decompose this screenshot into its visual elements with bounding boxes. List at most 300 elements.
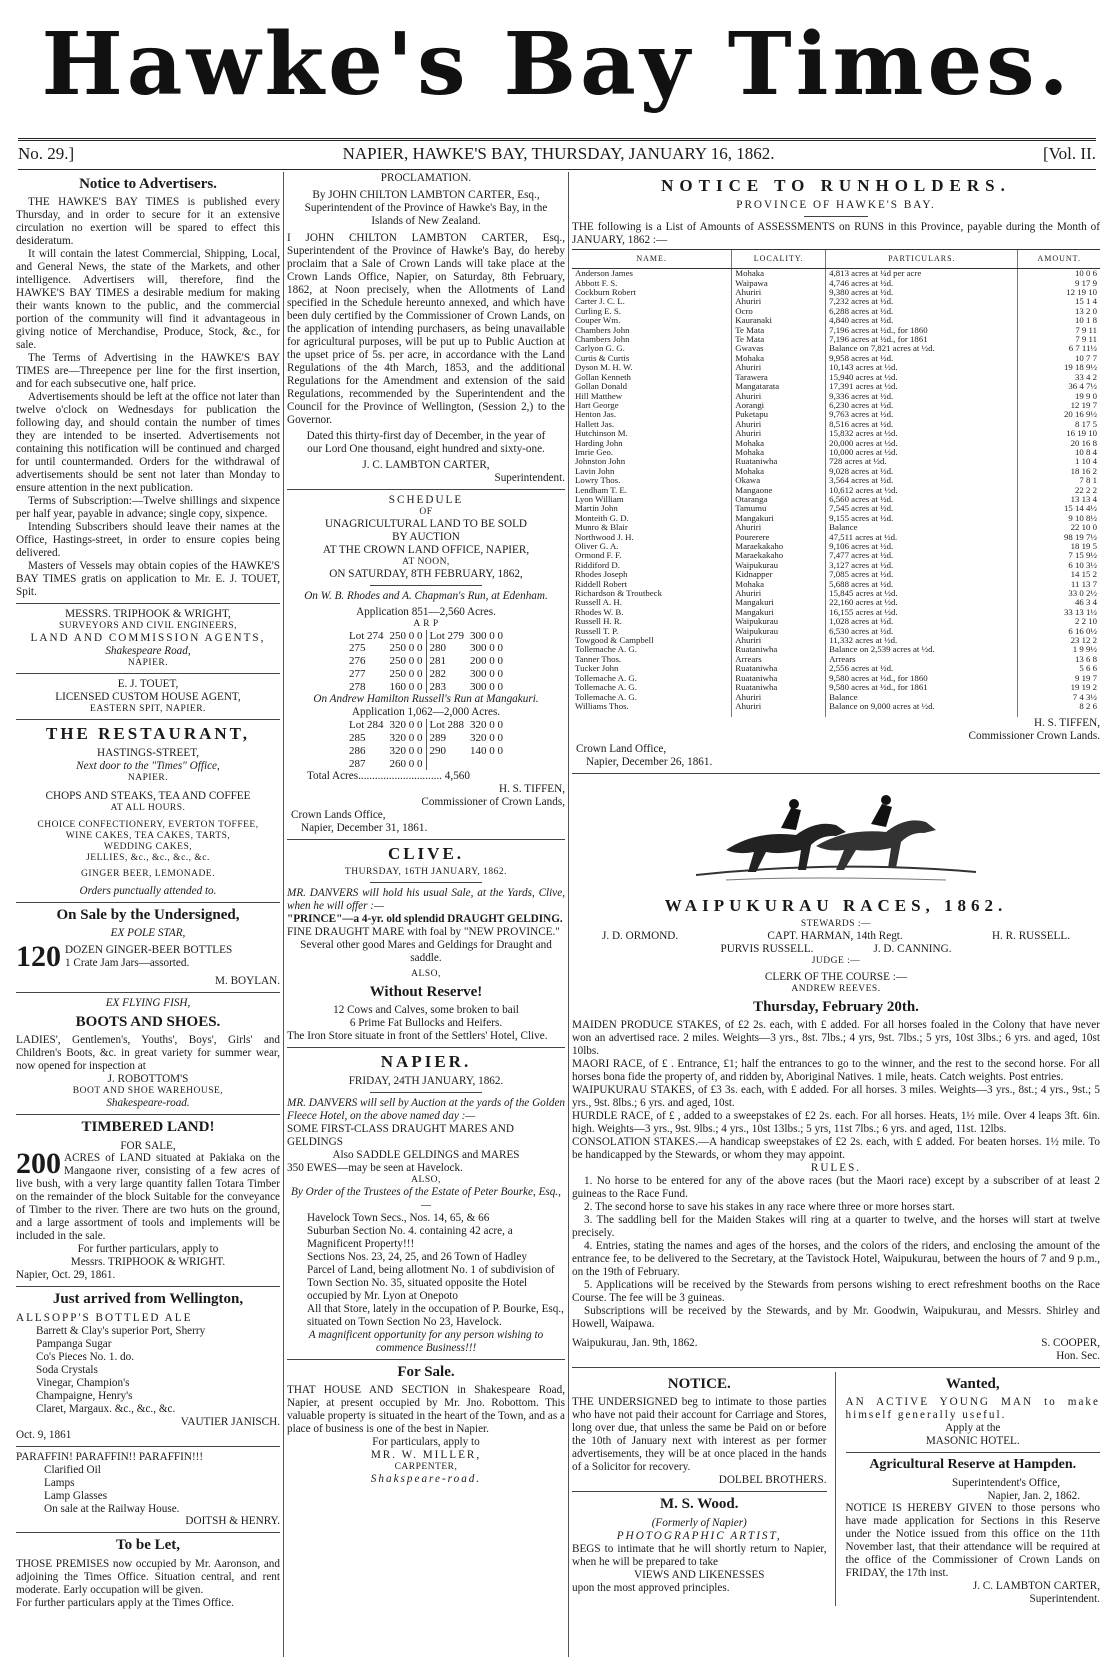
lot-cell: 160 0 0 bbox=[389, 680, 423, 693]
lot-cell: 287 bbox=[348, 757, 366, 770]
ad-line: 350 EWES—may be seen at Havelock. bbox=[287, 1161, 463, 1174]
table-cell: 19 9 0 bbox=[1018, 392, 1100, 401]
lot-cell: 320 0 0 bbox=[389, 732, 423, 745]
ad-line: ON SATURDAY, 8TH FEBRUARY, 1862, bbox=[329, 567, 523, 580]
table-cell: 1 9 9½ bbox=[1018, 645, 1100, 654]
ad-line: JELLIES, &c., &c., &c., &c. bbox=[86, 852, 210, 863]
table-cell: Ahuriri bbox=[732, 589, 826, 598]
table-cell: Mangakuri bbox=[732, 514, 826, 523]
table-cell: 7,232 acres at ½d. bbox=[826, 297, 1018, 306]
table-cell: Rhodes W. B. bbox=[575, 606, 624, 617]
table-cell: 6,288 acres at ½d. bbox=[826, 307, 1018, 316]
table-cell: 11 13 7 bbox=[1018, 580, 1100, 589]
item-list bbox=[16, 1464, 280, 1516]
signature: J. C. LAMBTON CARTER, bbox=[362, 458, 490, 471]
race-event: WAIPUKURAU STAKES, of £3 3s. each, with £ added. For all horses. 3 miles. Weights—3 yrs., 8st.; 4 yrs., 9st.; 5 yrs., 9st. 8lbs.; 6 yrs. and aged, 10st. bbox=[572, 1084, 1100, 1110]
signature: J. C. LAMBTON CARTER, bbox=[972, 1580, 1100, 1593]
table-cell: 10 8 4 bbox=[1018, 448, 1100, 457]
tolet-heading: To be Let, bbox=[115, 1537, 181, 1554]
table-cell: Northwood J. H. bbox=[575, 531, 634, 542]
table-cell: Hill Matthew bbox=[575, 390, 623, 401]
ad-text: THAT HOUSE AND SECTION in Shakespeare Road, Napier, at present occupied by Mr. Jno. Robottom. This valuable property is situated in the heart of the Town, and as a place of business is one of the best in Napier. bbox=[287, 1384, 565, 1435]
races-footer bbox=[572, 1337, 1100, 1350]
table-cell: 10,000 acres at ½d. bbox=[826, 448, 1018, 457]
notice-text: Advertisements should be left at the office not later than twelve o'clock on Wednesdays for publication the following day, and should contain the number of times they are intended to be inserted. Advertisements not containing this notification will be continued and charged for until countermanded. Orders for the withdrawal of advertisements should be sent not later than Monday to ensure attention in the next publication. bbox=[16, 391, 280, 495]
table-cell: 7 9 11 bbox=[1018, 335, 1100, 344]
table-cell: 33 0 2½ bbox=[1018, 589, 1100, 598]
table-cell: 16 19 10 bbox=[1018, 429, 1100, 438]
column-header: NAME. bbox=[572, 249, 732, 269]
item-list bbox=[16, 1325, 280, 1416]
table-cell: Ahuriri bbox=[732, 363, 826, 372]
ad-line: MASONIC HOTEL. bbox=[925, 1435, 1020, 1448]
table-cell: 10 7 7 bbox=[1018, 354, 1100, 363]
table-cell: Rhodes Joseph bbox=[575, 569, 628, 580]
application: Application 1,062—2,000 Acres. bbox=[351, 706, 501, 719]
ad-line: LAND AND COMMISSION AGENTS, bbox=[30, 631, 266, 644]
restaurant-heading: THE RESTAURANT, bbox=[45, 723, 250, 743]
table-cell: 9,028 acres at ½d. bbox=[826, 467, 1018, 476]
table-cell: Arrears bbox=[826, 655, 1018, 664]
total-acres: Total Acres.............................. 4,560 bbox=[307, 770, 470, 783]
table-cell: 9,380 acres at ½d. bbox=[826, 288, 1018, 297]
table-cell: 18 16 2 bbox=[1018, 467, 1100, 476]
column-units: A R P bbox=[413, 618, 439, 629]
table-cell: Balance on 2,539 acres at ½d. bbox=[826, 645, 1018, 654]
lot-cell: 250 0 0 bbox=[389, 642, 423, 655]
table-cell: 6 10 3½ bbox=[1018, 561, 1100, 570]
ad-line: J. ROBOTTOM'S bbox=[107, 1073, 189, 1086]
masthead-title: Hawke's Bay Times. bbox=[41, 14, 1073, 115]
table-cell: 15,832 acres at ½d. bbox=[826, 429, 1018, 438]
list-item: All that Store, lately in the occupation of P. Bourke, Esq., situated on Town Section No 23, Havelock. bbox=[307, 1302, 564, 1328]
lot-cell: 140 0 0 bbox=[470, 744, 504, 757]
table-cell: 33 13 1½ bbox=[1018, 608, 1100, 617]
lot-cell: 275 bbox=[348, 642, 366, 655]
ad-line: Shakespeare Road, bbox=[105, 644, 191, 657]
table-cell: 728 acres at ½d. bbox=[826, 457, 1018, 466]
table-cell: Ahuriri bbox=[732, 523, 826, 532]
table-cell: Balance on 7,821 acres at ½d. bbox=[826, 344, 1018, 353]
table-cell: 6,560 acres at ½d. bbox=[826, 495, 1018, 504]
table-cell: Russell T. P. bbox=[575, 625, 619, 636]
table-cell: Waipukurau bbox=[732, 627, 826, 636]
ad-line: STEWARDS :— bbox=[800, 918, 872, 929]
table-cell: Waipukurau bbox=[732, 617, 826, 626]
ad-line: 6 Prime Fat Bullocks and Heifers. bbox=[349, 1017, 503, 1030]
table-cell: 13 2 0 bbox=[1018, 307, 1100, 316]
table-cell: 10 0 6 bbox=[1018, 269, 1100, 279]
lot-cell: 300 0 0 bbox=[470, 680, 504, 693]
table-cell: Tanner Thos. bbox=[575, 653, 622, 664]
table-cell: Ormond F. F. bbox=[575, 550, 622, 561]
table-cell: 7,545 acres at ½d. bbox=[826, 504, 1018, 513]
issue-number: No. 29.] bbox=[18, 144, 75, 164]
ad-line: By Order of the Trustees of the Estate of Peter Bourke, Esq.,— bbox=[291, 1185, 561, 1211]
place-date: NAPIER, HAWKE'S BAY, THURSDAY, JANUARY 16, 1862. bbox=[342, 144, 775, 164]
racehorses-illustration bbox=[686, 780, 986, 890]
lot-row bbox=[346, 668, 506, 681]
divider bbox=[287, 839, 565, 840]
ad-line: Next door to the "Times" Office, bbox=[76, 759, 220, 772]
ad-text: SOME FIRST-CLASS DRAUGHT MARES AND GELDINGS bbox=[287, 1122, 514, 1148]
table-cell: Curling E. S. bbox=[575, 305, 621, 316]
ad-line: Napier, Jan. 2, 1862. bbox=[987, 1489, 1080, 1502]
lot-cell: 320 0 0 bbox=[389, 744, 423, 757]
ad-text: LADIES', Gentlemen's, Youths', Boys', Girls' and Children's Boots, &c. in great variety for summer wear, now opened for inspection at bbox=[16, 1034, 280, 1073]
list-item: Lamps bbox=[44, 1476, 75, 1489]
steward: J. D. CANNING. bbox=[873, 942, 952, 955]
table-cell: Abbott F. S. bbox=[575, 277, 618, 288]
race-event: HURDLE RACE, of £ , added to a sweepstakes of £2 2s. each. For all horses. Heats, 1½ mile. Over 4 leaps 3ft. 6in. high. Weights—3 yrs., 9st. 9lbs.; 4 yrs., 10st 13lbs.; 5 yrs, 11st 7lbs.; 6 yrs. and aged, 11st. 12lbs. bbox=[572, 1110, 1100, 1136]
table-cell: Ahuriri bbox=[732, 288, 826, 297]
table-cell: 9,155 acres at ½d. bbox=[826, 514, 1018, 523]
table-cell: Williams Thos. bbox=[575, 700, 629, 711]
ad-line: CHOICE CONFECTIONERY, EVERTON TOFFEE, bbox=[37, 819, 259, 830]
list-item: Barrett & Clay's superior Port, Sherry bbox=[36, 1324, 206, 1337]
table-header bbox=[572, 249, 1100, 269]
table-cell: Tucker John bbox=[575, 663, 619, 674]
divider bbox=[16, 1446, 280, 1447]
race-rule: 5. Applications will be received by the Stewards from persons wishing to erect refreshment booths on the Race Course. The fee will be 3 guineas. bbox=[572, 1279, 1100, 1305]
table-cell: Lowry Thos. bbox=[575, 475, 621, 486]
table-cell: Dyson M. H. W. bbox=[575, 362, 633, 373]
ad-line: ALSO, bbox=[411, 968, 441, 979]
ad-text: "PRINCE"—a 4-yr. old splendid DRAUGHT GELDING. bbox=[287, 912, 563, 925]
table-cell: Ruataniwha bbox=[732, 645, 826, 654]
ad-line: SURVEYORS AND CIVIL ENGINEERS, bbox=[58, 620, 238, 631]
table-cell: Hutchinson M. bbox=[575, 428, 628, 439]
table-row bbox=[572, 702, 1100, 717]
divider bbox=[16, 603, 280, 604]
table-cell: 6 7 11½ bbox=[1018, 344, 1100, 353]
table-cell: 14 15 2 bbox=[1018, 570, 1100, 579]
lot-cell: 281 bbox=[426, 655, 467, 668]
table-cell: Mangaone bbox=[732, 486, 826, 495]
ad-line: A magnificent opportunity for any person wishing to commence Business!!! bbox=[308, 1328, 544, 1354]
run-name: On W. B. Rhodes and A. Chapman's Run, at Edenham. bbox=[304, 589, 548, 602]
ad-line: Napier, December 31, 1861. bbox=[301, 822, 428, 835]
lots-table bbox=[346, 719, 506, 770]
table-cell: 6,230 acres at ½d. bbox=[826, 401, 1018, 410]
lot-cell bbox=[426, 758, 467, 771]
lot-cell: 320 0 0 bbox=[470, 732, 504, 745]
ad-line: NAPIER. bbox=[127, 772, 169, 783]
ad-line: CLERK OF THE COURSE :— bbox=[764, 970, 908, 983]
divider bbox=[804, 216, 867, 217]
table-cell: 20,000 acres at ½d. bbox=[826, 439, 1018, 448]
table-cell: Mohaka bbox=[732, 467, 826, 476]
table-cell: Ruataniwha bbox=[732, 457, 826, 466]
column-divider bbox=[283, 172, 284, 1657]
lot-cell: 278 bbox=[348, 680, 366, 693]
column-3 bbox=[572, 172, 1100, 1657]
table-cell: Chambers John bbox=[575, 334, 630, 345]
table-cell: 9,580 acres at ½d., for 1861 bbox=[826, 683, 1018, 692]
table-cell: 20 16 9½ bbox=[1018, 410, 1100, 419]
proclamation-heading: PROCLAMATION. bbox=[380, 172, 472, 184]
list-item: Havelock Town Secs., Nos. 14, 65, & 66 bbox=[307, 1211, 490, 1224]
list-item: Lamp Glasses bbox=[44, 1489, 108, 1502]
steward: J. D. ORMOND. bbox=[602, 929, 679, 942]
table-cell: 23 12 2 bbox=[1018, 636, 1100, 645]
table-cell: Riddiford D. bbox=[575, 559, 620, 570]
table-cell: 15 1 4 bbox=[1018, 297, 1100, 306]
divider bbox=[16, 902, 280, 903]
table-cell: 9,580 acres at ½d., for 1860 bbox=[826, 674, 1018, 683]
table-cell: 19 19 2 bbox=[1018, 683, 1100, 692]
divider bbox=[370, 882, 481, 883]
table-cell: Munro & Blair bbox=[575, 522, 628, 533]
lot-row bbox=[346, 630, 506, 643]
table-cell: Balance bbox=[826, 693, 1018, 702]
table-cell: Lendham T. E. bbox=[575, 484, 627, 495]
ad-line: PROVINCE OF HAWKE'S BAY. bbox=[736, 198, 936, 211]
table-cell: Curtis & Curtis bbox=[575, 352, 630, 363]
notice-text: Terms of Subscription:—Twelve shillings and sixpence per half year, payable in advance; single copy, sixpence. bbox=[16, 495, 280, 521]
ad-line: Crown Land Office, bbox=[576, 743, 667, 756]
divider bbox=[16, 1532, 280, 1533]
divider bbox=[572, 1491, 827, 1492]
table-cell: Waipawa bbox=[732, 279, 826, 288]
table-cell: Tamumu bbox=[732, 504, 826, 513]
table-cell: 36 4 7½ bbox=[1018, 382, 1100, 391]
table-cell: 7,085 acres at ½d. bbox=[826, 570, 1018, 579]
table-cell: 10 1 8 bbox=[1018, 316, 1100, 325]
table-cell: 16,155 acres at ½d. bbox=[826, 608, 1018, 617]
table-cell: Ruataniwha bbox=[732, 674, 826, 683]
lot-row bbox=[346, 655, 506, 668]
table-cell: Tollemache A. G. bbox=[575, 672, 637, 683]
lot-cell: 250 0 0 bbox=[389, 667, 423, 680]
signature: H. S. TIFFEN, bbox=[499, 783, 565, 796]
ad-text: FINE DRAUGHT MARE with foal by "NEW PROVINCE." bbox=[287, 925, 560, 938]
lot-cell: Lot 288 bbox=[426, 719, 467, 732]
table-cell: Balance bbox=[826, 523, 1018, 532]
run-name: On Andrew Hamilton Russell's Run at Mangakuri. bbox=[313, 693, 539, 706]
table-cell: Couper Wm. bbox=[575, 315, 621, 326]
table-cell: Ruataniwha bbox=[732, 683, 826, 692]
lot-cell: 260 0 0 bbox=[389, 757, 423, 770]
table-cell: Mohaka bbox=[732, 580, 826, 589]
table-cell: Tollemache A. G. bbox=[575, 691, 637, 702]
list-item: Pampanga Sugar bbox=[36, 1337, 112, 1350]
ad-line: Oct. 9, 1861 bbox=[16, 1428, 72, 1441]
divider bbox=[16, 1114, 280, 1115]
ad-line: WEDDING CAKES, bbox=[103, 841, 193, 852]
ad-line: Crown Lands Office, bbox=[291, 809, 386, 822]
timbered-heading: TIMBERED LAND! bbox=[81, 1119, 215, 1136]
table-cell: Ahuriri bbox=[732, 636, 826, 645]
lot-cell: 300 0 0 bbox=[470, 642, 504, 655]
ad-line: AT NOON, bbox=[402, 556, 450, 567]
races-heading: WAIPUKURAU RACES, 1862. bbox=[664, 896, 1008, 916]
table-cell: Lyon William bbox=[575, 493, 624, 504]
table-cell: Te Mata bbox=[732, 335, 826, 344]
rules-heading: RULES. bbox=[810, 1162, 862, 1175]
lot-cell: 282 bbox=[426, 668, 467, 681]
lot-cell: 277 bbox=[348, 667, 366, 680]
table-cell: 7 15 9½ bbox=[1018, 551, 1100, 560]
ad-text: MR. DANVERS will sell by Auction at the yards of the Golden Fleece Hotel, on the above named day :— bbox=[287, 1096, 565, 1122]
table-cell: Ahuriri bbox=[732, 429, 826, 438]
column-1 bbox=[16, 172, 280, 1657]
column-header: AMOUNT. bbox=[1018, 249, 1100, 269]
boots-heading: BOOTS AND SHOES. bbox=[75, 1013, 221, 1030]
table-cell: Te Mata bbox=[732, 326, 826, 335]
list-item: Clarified Oil bbox=[44, 1463, 101, 1476]
lot-cell: 320 0 0 bbox=[389, 719, 423, 732]
divider bbox=[572, 773, 1100, 774]
table-cell: Mohaka bbox=[732, 448, 826, 457]
signature: H. S. TIFFEN, bbox=[1034, 717, 1100, 730]
table-cell: 22 10 0 bbox=[1018, 523, 1100, 532]
table-cell: Maraekakaho bbox=[732, 542, 826, 551]
race-event: MAIDEN PRODUCE STAKES, of £2 2s. each, with £ added. For all horses foaled in the Colony that have never won an advertised race. 2 miles. Weights—3 yrs., 8st. 7lbs.; 4 yrs, 9st. 7lbs.; 5 yrs, 10st 3lbs.; 6 yrs. and aged, 10st 10lbs. bbox=[572, 1019, 1100, 1058]
ad-line: AT ALL HOURS. bbox=[110, 802, 186, 813]
stewards-row bbox=[572, 943, 1100, 956]
lot-cell: 290 bbox=[426, 745, 467, 758]
list-item: Vinegar, Champion's bbox=[36, 1376, 130, 1389]
table-cell: Waipukurau bbox=[732, 561, 826, 570]
table-cell: 9 19 7 bbox=[1018, 674, 1100, 683]
table-cell: Riddell Robert bbox=[575, 578, 628, 589]
table-cell: Richardson & Troutbeck bbox=[575, 588, 662, 599]
lot-row bbox=[346, 681, 506, 694]
table-cell: Ahuriri bbox=[732, 297, 826, 306]
table-cell: 7 4 3½ bbox=[1018, 693, 1100, 702]
table-cell: 9,958 acres at ½d. bbox=[826, 354, 1018, 363]
left-ads bbox=[572, 1372, 836, 1606]
ad-line: ALSO, bbox=[411, 1174, 441, 1185]
table-cell: 47,511 acres at ½d. bbox=[826, 533, 1018, 542]
ad-line: Shakspeare-road. bbox=[370, 1472, 482, 1485]
wanted-heading: Wanted, bbox=[945, 1375, 1000, 1392]
table-cell: Johnston John bbox=[575, 456, 626, 467]
ad-line: CHOPS AND STEAKS, TEA AND COFFEE bbox=[45, 789, 251, 802]
ad-line: PARAFFIN! PARAFFIN!! PARAFFIN!!! bbox=[16, 1450, 204, 1463]
ad-line: EX POLE STAR, bbox=[110, 927, 186, 940]
column-header: PARTICULARS. bbox=[826, 249, 1018, 269]
table-cell: 17,391 acres at ½d. bbox=[826, 382, 1018, 391]
column-header: LOCALITY. bbox=[732, 249, 826, 269]
ad-line: EASTERN SPIT, NAPIER. bbox=[90, 703, 206, 714]
ad-line: BY AUCTION bbox=[392, 530, 460, 543]
table-cell: 13 13 4 bbox=[1018, 495, 1100, 504]
ad-text: THE UNDERSIGNED beg to intimate to those parties who have not paid their account for Carriage and Stores, long over due, that unless the same be Paid on or before the 10th of January next with interest as per former advertisements, they will be at once placed in the hands of a Solicitor for recovery. bbox=[572, 1396, 827, 1474]
ad-line: For further particulars, apply to bbox=[77, 1243, 219, 1256]
table-cell: 1 10 4 bbox=[1018, 457, 1100, 466]
notice-text: Masters of Vessels may obtain copies of the HAWKE'S BAY TIMES gratis on application to Mr. E. J. TOUET, Spit. bbox=[16, 559, 280, 598]
acres-figure: 200 bbox=[16, 1147, 61, 1181]
table-cell: Balance on 9,000 acres at ½d. bbox=[826, 702, 1018, 717]
table-cell: Mohaka bbox=[732, 269, 826, 279]
table-cell: Russell H. R. bbox=[575, 616, 622, 627]
table-cell: Cockburn Robert bbox=[575, 287, 636, 298]
bottom-ads bbox=[572, 1372, 1100, 1606]
table-cell: Ruataniwha bbox=[732, 664, 826, 673]
ad-line: JUDGE :— bbox=[811, 955, 861, 966]
signature: M. BOYLAN. bbox=[215, 974, 280, 987]
lot-cell: 300 0 0 bbox=[470, 667, 504, 680]
table-cell: 1,028 acres at ½d. bbox=[826, 617, 1018, 626]
lot-cell: 320 0 0 bbox=[470, 719, 504, 732]
table-cell: Arrears bbox=[732, 655, 826, 664]
ad-text: THOSE PREMISES now occupied by Mr. Aaronson, and adjoining the Times Office. Situation central, and rent moderate. Early occupation will be given. bbox=[16, 1557, 280, 1596]
table-cell: Kidnapper bbox=[732, 570, 826, 579]
list-item: Soda Crystals bbox=[36, 1363, 98, 1376]
table-cell: 4,746 acres at ½d. bbox=[826, 279, 1018, 288]
reserve-heading: Without Reserve! bbox=[369, 983, 483, 1000]
divider bbox=[287, 489, 565, 490]
lot-row bbox=[346, 642, 506, 655]
table-cell: 10,612 acres at ½d. bbox=[826, 486, 1018, 495]
ad-text: Several other good Mares and Geldings for Draught and saddle. bbox=[300, 938, 552, 964]
ad-line: ALLSOPP'S BOTTLED ALE bbox=[16, 1311, 193, 1324]
divider bbox=[16, 719, 280, 720]
table-cell: Hallett Jas. bbox=[575, 418, 615, 429]
ad-text: NOTICE IS HEREBY GIVEN to those persons who have made application for Sections in this Reserve under the Notice issued from this office on the 11th November last, that their attendance will be required at the office of the Commissioner of Crown Lands on FRIDAY, the 17th inst. bbox=[845, 1502, 1100, 1580]
lot-row bbox=[346, 732, 506, 745]
stewards-row bbox=[572, 930, 1100, 943]
signature: S. COOPER, bbox=[1041, 1336, 1100, 1349]
dateline bbox=[18, 143, 1096, 165]
ad-line: Shakespeare-road. bbox=[106, 1097, 190, 1110]
table-cell: Ocro bbox=[732, 307, 826, 316]
table-cell: Imrie Geo. bbox=[575, 446, 614, 457]
race-rule: 2. The second horse to save his stakes in any race where three or more horses start. bbox=[584, 1201, 955, 1214]
table-cell: 8,516 acres at ½d. bbox=[826, 420, 1018, 429]
race-event: MAORI RACE, of £ . Entrance, £1; half the entrances to go to the winner, and the rest to the second horse. For all horses bona fide the property of, and ridden by, Aboriginal Natives. 1 mile, heats. Catch weights. Post entries. bbox=[572, 1058, 1100, 1084]
lot-cell bbox=[467, 758, 506, 771]
divider bbox=[572, 1367, 1100, 1368]
ad-line: ANDREW REEVES. bbox=[791, 983, 881, 994]
table-cell: Henton Jas. bbox=[575, 409, 617, 420]
divider bbox=[287, 1359, 565, 1360]
divider bbox=[16, 673, 280, 674]
ad-line: Superintendent's Office, bbox=[951, 1476, 1060, 1489]
notice-text: It will contain the latest Commercial, Shipping, Local, and General News, the state of the Markets, and other intelligence. Advertisers will, therefore, find the HAWKE'S BAY TIMES a desirable medium for making their wants known to the public, and the commercial portion of the community will find it advantageous in giving notice of Merchandise, Produce, Stock, &c., for sale. bbox=[16, 248, 280, 352]
table-cell: 12 19 7 bbox=[1018, 401, 1100, 410]
table-cell: Puketapu bbox=[732, 410, 826, 419]
steward: H. R. RUSSELL. bbox=[991, 929, 1070, 942]
ad-line: Messrs. TRIPHOOK & WRIGHT. bbox=[70, 1256, 226, 1269]
signature: VAUTIER JANISCH. bbox=[180, 1415, 280, 1428]
ad-line: BOOT AND SHOE WAREHOUSE, bbox=[72, 1086, 224, 1097]
ad-text: AN ACTIVE YOUNG MAN to make himself generally useful. bbox=[845, 1396, 1100, 1422]
table-cell: Gollan Donald bbox=[575, 381, 628, 392]
list-item: Co's Pieces No. 1. do. bbox=[36, 1350, 135, 1363]
table-cell: 15 14 4½ bbox=[1018, 504, 1100, 513]
ad-text: MR. DANVERS will hold his usual Sale, at the Yards, Clive, when he will offer :— bbox=[287, 886, 565, 912]
table-cell: Tollemache A. G. bbox=[575, 644, 637, 655]
table-cell: 7,477 acres at ½d. bbox=[826, 551, 1018, 560]
ad-line: HASTINGS-STREET, bbox=[96, 746, 200, 759]
table-cell: 4,840 acres at ½d. bbox=[826, 316, 1018, 325]
table-cell: 11,332 acres at ½d. bbox=[826, 636, 1018, 645]
table-cell: 6 16 0½ bbox=[1018, 627, 1100, 636]
schedule-heading: SCHEDULE bbox=[388, 493, 464, 506]
list-item: Suburban Section No. 4. containing 42 acre, a Magnificent Property!!! bbox=[307, 1224, 513, 1250]
sale-heading: On Sale by the Undersigned, bbox=[56, 906, 240, 923]
table-cell: 10,143 acres at ½d. bbox=[826, 363, 1018, 372]
table-cell: Pourerere bbox=[732, 533, 826, 542]
table-cell: Mangatarata bbox=[732, 382, 826, 391]
ad-line: VIEWS AND LIKENESSES bbox=[633, 1568, 765, 1581]
column-2 bbox=[287, 172, 565, 1657]
table-cell: Anderson James bbox=[575, 268, 633, 279]
list-item: On sale at the Railway House. bbox=[44, 1502, 180, 1515]
